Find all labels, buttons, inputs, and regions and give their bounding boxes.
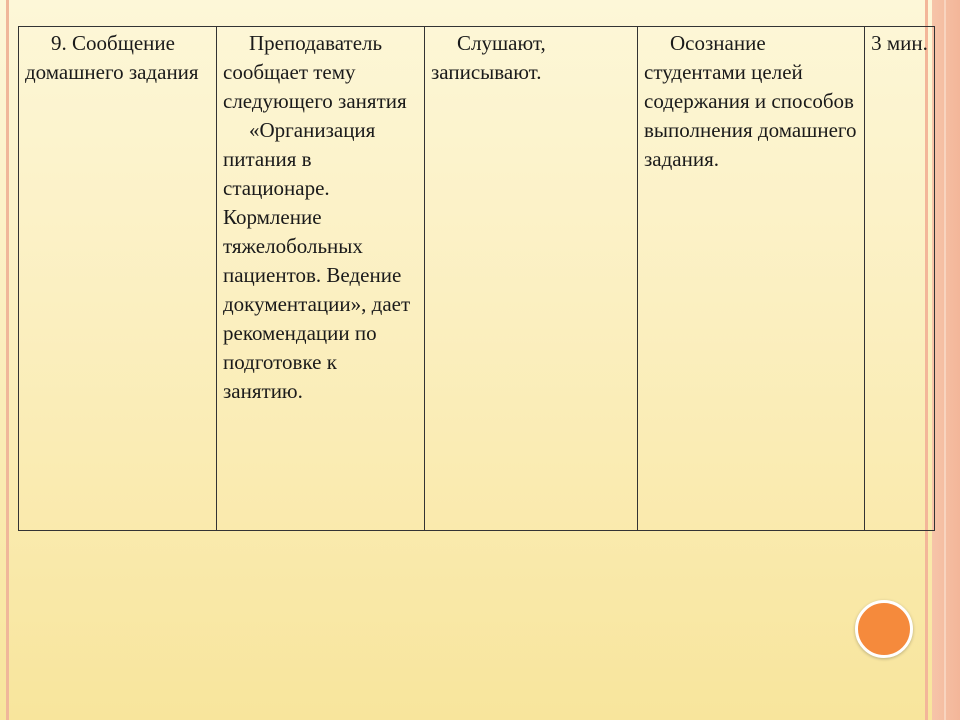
teacher-activity-topic: «Организация питания в стационаре. Кормление тяжелобольных пациентов. Ведение документации», дает рекомендации по подготовке к занятию. — [223, 118, 411, 403]
student-activity-cell — [425, 27, 638, 531]
student-activity-text: Слушают, записывают. — [431, 31, 546, 84]
result-cell — [638, 27, 865, 531]
time-text: 3 мин. — [871, 31, 928, 55]
result-text: Осознание студентами целей содержания и способов выполнения домашнего задания. — [644, 31, 857, 171]
slide-decoration-circle — [855, 600, 913, 658]
table-row — [19, 27, 935, 531]
stage-text: 9. Сообщение домашнего задания — [25, 31, 199, 84]
lesson-plan-table — [18, 26, 935, 531]
right-border-band — [932, 0, 960, 720]
right-border-inner-line — [944, 0, 946, 720]
stage-cell — [19, 27, 217, 531]
teacher-activity-cell — [217, 27, 425, 531]
teacher-activity-text: Преподаватель сообщает тему следующего занятия — [223, 31, 407, 113]
time-cell — [865, 27, 935, 531]
left-border-line — [6, 0, 9, 720]
